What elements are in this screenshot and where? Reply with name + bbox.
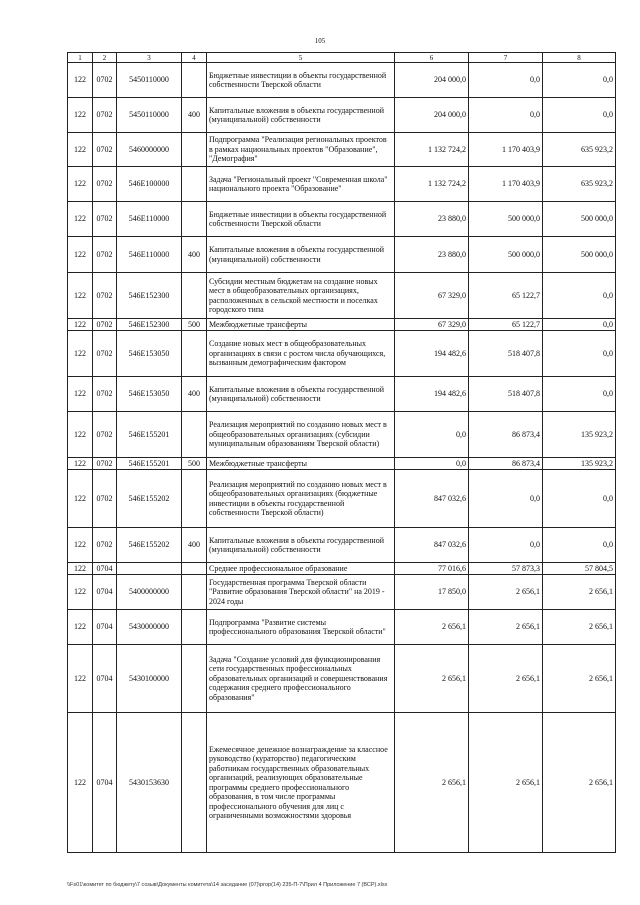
table-cell-c4: 500 [182, 319, 207, 331]
table-cell-c4 [182, 713, 207, 853]
table-cell-c7: 57 873,3 [469, 563, 543, 575]
table-row [68, 713, 616, 853]
table-cell-c4 [182, 575, 207, 610]
table-cell-c2: 0704 [93, 563, 117, 575]
table-body [68, 63, 616, 853]
table-cell-c1: 122 [68, 273, 93, 319]
table-cell-c4 [182, 133, 207, 167]
table-cell-c2: 0704 [93, 610, 117, 645]
table-cell-c6: 77 016,6 [395, 563, 469, 575]
table-cell-c4 [182, 167, 207, 202]
table-cell-c1: 122 [68, 331, 93, 377]
table-row [68, 98, 616, 133]
table-cell-c7: 1 170 403,9 [469, 167, 543, 202]
table-cell-c3: 5430100000 [117, 645, 182, 713]
column-header: 3 [117, 53, 182, 63]
table-cell-c5: Субсидии местным бюджетам на создание новых мест в общеобразовательных организациях, расположенных в сельской местности и поселках городского типа [207, 273, 395, 319]
table-cell-c5: Реализация мероприятий по созданию новых мест в общеобразовательных организациях (бюджетные инвестиции в объекты государственной собственности Тверской области) [207, 470, 395, 528]
table-cell-c8: 135 923,2 [543, 458, 616, 470]
table-cell-c4 [182, 202, 207, 237]
table-cell-c3: 5460000000 [117, 133, 182, 167]
table-cell-c5: Капитальные вложения в объекты государственной (муниципальной) собственности [207, 98, 395, 133]
table-cell-c4: 400 [182, 377, 207, 412]
table-cell-c1: 122 [68, 645, 93, 713]
table-cell-c2: 0702 [93, 377, 117, 412]
table-cell-c7: 0,0 [469, 470, 543, 528]
column-header: 6 [395, 53, 469, 63]
table-row [68, 133, 616, 167]
table-cell-c3: 546E152300 [117, 273, 182, 319]
table-cell-c3: 546E110000 [117, 202, 182, 237]
table-cell-c3: 546E155202 [117, 470, 182, 528]
table-cell-c2: 0704 [93, 713, 117, 853]
table-cell-c6: 23 880,0 [395, 202, 469, 237]
table-cell-c7: 65 122,7 [469, 273, 543, 319]
table-cell-c3: 5450110000 [117, 98, 182, 133]
table-cell-c6: 0,0 [395, 458, 469, 470]
table-cell-c6: 67 329,0 [395, 273, 469, 319]
table-cell-c2: 0702 [93, 202, 117, 237]
table-cell-c3: 546E155201 [117, 412, 182, 458]
table-cell-c7: 2 656,1 [469, 713, 543, 853]
table-cell-c8: 635 923,2 [543, 133, 616, 167]
table-cell-c6: 17 850,0 [395, 575, 469, 610]
table-cell-c2: 0702 [93, 470, 117, 528]
table-cell-c6: 204 000,0 [395, 63, 469, 98]
table-cell-c7: 0,0 [469, 63, 543, 98]
table-cell-c5: Реализация мероприятий по созданию новых мест в общеобразовательных организациях (субсидии муниципальным образованиям Тверской области) [207, 412, 395, 458]
table-cell-c5: Капитальные вложения в объекты государственной (муниципальной) собственности [207, 377, 395, 412]
table-row [68, 412, 616, 458]
table-row [68, 319, 616, 331]
table-cell-c5: Капитальные вложения в объекты государственной (муниципальной) собственности [207, 528, 395, 563]
table-cell-c5: Подпрограмма "Развитие системы профессионального образования Тверской области" [207, 610, 395, 645]
table-cell-c6: 23 880,0 [395, 237, 469, 273]
table-cell-c8: 0,0 [543, 470, 616, 528]
table-row [68, 63, 616, 98]
table-cell-c2: 0702 [93, 458, 117, 470]
table-row [68, 458, 616, 470]
table-cell-c3: 546E110000 [117, 237, 182, 273]
table-cell-c7: 86 873,4 [469, 458, 543, 470]
column-header: 7 [469, 53, 543, 63]
table-cell-c8: 0,0 [543, 528, 616, 563]
table-cell-c6: 847 032,6 [395, 470, 469, 528]
table-cell-c6: 2 656,1 [395, 713, 469, 853]
table-row [68, 273, 616, 319]
table-cell-c3: 5430000000 [117, 610, 182, 645]
table-cell-c5: Задача "Создание условий для функционирования сети государственных профессиональных образовательных организаций и совершенствования содержания среднего профессионального образования" [207, 645, 395, 713]
table-cell-c1: 122 [68, 412, 93, 458]
table-cell-c4: 400 [182, 98, 207, 133]
column-header: 5 [207, 53, 395, 63]
table-cell-c8: 0,0 [543, 63, 616, 98]
table-cell-c2: 0702 [93, 133, 117, 167]
table-cell-c4: 400 [182, 237, 207, 273]
table-cell-c8: 2 656,1 [543, 575, 616, 610]
table-cell-c2: 0702 [93, 528, 117, 563]
table-row [68, 237, 616, 273]
table-cell-c2: 0704 [93, 645, 117, 713]
table-cell-c7: 500 000,0 [469, 237, 543, 273]
table-cell-c8: 635 923,2 [543, 167, 616, 202]
table-cell-c2: 0702 [93, 98, 117, 133]
table-cell-c3: 546E155202 [117, 528, 182, 563]
table-row [68, 610, 616, 645]
table-cell-c3 [117, 563, 182, 575]
table-cell-c2: 0702 [93, 237, 117, 273]
column-header: 4 [182, 53, 207, 63]
column-header: 1 [68, 53, 93, 63]
table-row [68, 167, 616, 202]
table-cell-c3: 5450110000 [117, 63, 182, 98]
table-cell-c6: 67 329,0 [395, 319, 469, 331]
table-cell-c2: 0704 [93, 575, 117, 610]
table-cell-c5: Государственная программа Тверской области "Развитие образования Тверской области" на 2019 - 2024 годы [207, 575, 395, 610]
table-cell-c7: 2 656,1 [469, 645, 543, 713]
table-cell-c7: 0,0 [469, 528, 543, 563]
table-cell-c4: 500 [182, 458, 207, 470]
table-cell-c7: 1 170 403,9 [469, 133, 543, 167]
table-cell-c7: 2 656,1 [469, 610, 543, 645]
table-cell-c6: 2 656,1 [395, 645, 469, 713]
table-row [68, 645, 616, 713]
table-cell-c4 [182, 273, 207, 319]
table-cell-c1: 122 [68, 133, 93, 167]
table-cell-c4 [182, 610, 207, 645]
table-cell-c4 [182, 63, 207, 98]
table-cell-c5: Бюджетные инвестиции в объекты государственной собственности Тверской области [207, 202, 395, 237]
table-cell-c8: 2 656,1 [543, 610, 616, 645]
table-cell-c5: Подпрограмма "Реализация региональных проектов в рамках национальных проектов "Образование", "Демография" [207, 133, 395, 167]
table-row [68, 470, 616, 528]
table-cell-c2: 0702 [93, 319, 117, 331]
table-cell-c1: 122 [68, 377, 93, 412]
table-cell-c5: Капитальные вложения в объекты государственной (муниципальной) собственности [207, 237, 395, 273]
column-header: 8 [543, 53, 616, 63]
table-cell-c8: 2 656,1 [543, 713, 616, 853]
table-cell-c6: 194 482,6 [395, 377, 469, 412]
table-cell-c6: 194 482,6 [395, 331, 469, 377]
table-cell-c1: 122 [68, 167, 93, 202]
table-cell-c5: Создание новых мест в общеобразовательных организациях в связи с ростом числа обучающихся, вызванным демографическим фактором [207, 331, 395, 377]
table-cell-c1: 122 [68, 563, 93, 575]
table-cell-c7: 86 873,4 [469, 412, 543, 458]
table-cell-c2: 0702 [93, 412, 117, 458]
table-cell-c3: 546E100000 [117, 167, 182, 202]
table-row [68, 202, 616, 237]
budget-table [67, 52, 616, 853]
table-cell-c3: 546E153050 [117, 377, 182, 412]
table-cell-c1: 122 [68, 575, 93, 610]
table-row [68, 563, 616, 575]
table-cell-c8: 0,0 [543, 273, 616, 319]
table-cell-c3: 5400000000 [117, 575, 182, 610]
table-cell-c7: 518 407,8 [469, 377, 543, 412]
table-cell-c4 [182, 563, 207, 575]
table-cell-c1: 122 [68, 458, 93, 470]
table-cell-c8: 57 804,5 [543, 563, 616, 575]
table-cell-c4 [182, 331, 207, 377]
table-cell-c4 [182, 470, 207, 528]
table-cell-c6: 2 656,1 [395, 610, 469, 645]
table-cell-c5: Ежемесячное денежное вознаграждение за классное руководство (кураторство) педагогическим работникам государственных образовательных организаций, реализующих образовательные программы среднего профессионального образования, в том числе программы профессионального обучения для лиц с ограниченными возможностями здоровья [207, 713, 395, 853]
table-cell-c1: 122 [68, 319, 93, 331]
column-header: 2 [93, 53, 117, 63]
table-cell-c2: 0702 [93, 167, 117, 202]
table-cell-c1: 122 [68, 98, 93, 133]
table-cell-c8: 135 923,2 [543, 412, 616, 458]
table-cell-c8: 500 000,0 [543, 237, 616, 273]
table-cell-c1: 122 [68, 202, 93, 237]
table-cell-c8: 2 656,1 [543, 645, 616, 713]
table-cell-c8: 0,0 [543, 377, 616, 412]
table-row [68, 528, 616, 563]
table-cell-c1: 122 [68, 528, 93, 563]
table-cell-c7: 2 656,1 [469, 575, 543, 610]
table-cell-c5: Среднее профессиональное образование [207, 563, 395, 575]
table-cell-c3: 546E152300 [117, 319, 182, 331]
column-number-row [68, 53, 616, 63]
table-cell-c4: 400 [182, 528, 207, 563]
table-cell-c2: 0702 [93, 331, 117, 377]
table-cell-c7: 500 000,0 [469, 202, 543, 237]
table-cell-c1: 122 [68, 237, 93, 273]
table-row [68, 331, 616, 377]
table-cell-c2: 0702 [93, 273, 117, 319]
table-cell-c1: 122 [68, 63, 93, 98]
table-cell-c8: 0,0 [543, 319, 616, 331]
table-cell-c6: 0,0 [395, 412, 469, 458]
table-cell-c3: 546E155201 [117, 458, 182, 470]
table-cell-c6: 1 132 724,2 [395, 167, 469, 202]
table-cell-c4 [182, 645, 207, 713]
table-cell-c8: 0,0 [543, 331, 616, 377]
table-cell-c3: 546E153050 [117, 331, 182, 377]
file-path-footer: \\Fs01\комитет по бюджету\7 созыв\Документы комитета\14 заседание (07)\prop(14) 235-П-7\Прил 4 Приложение 7 (ВСР).xlsx [67, 882, 388, 888]
table-cell-c5: Межбюджетные трансферты [207, 458, 395, 470]
table-cell-c1: 122 [68, 713, 93, 853]
table-cell-c6: 1 132 724,2 [395, 133, 469, 167]
page-number: 105 [314, 37, 326, 45]
table-cell-c1: 122 [68, 610, 93, 645]
table-cell-c5: Бюджетные инвестиции в объекты государственной собственности Тверской области [207, 63, 395, 98]
table-cell-c4 [182, 412, 207, 458]
table-cell-c2: 0702 [93, 63, 117, 98]
table-cell-c8: 500 000,0 [543, 202, 616, 237]
table-row [68, 575, 616, 610]
table-cell-c5: Межбюджетные трансферты [207, 319, 395, 331]
table-cell-c6: 204 000,0 [395, 98, 469, 133]
table-cell-c7: 0,0 [469, 98, 543, 133]
table-cell-c7: 518 407,8 [469, 331, 543, 377]
table-cell-c6: 847 032,6 [395, 528, 469, 563]
table-cell-c3: 5430153630 [117, 713, 182, 853]
table-row [68, 377, 616, 412]
table-cell-c8: 0,0 [543, 98, 616, 133]
table-cell-c5: Задача "Региональный проект "Современная школа" национального проекта "Образование" [207, 167, 395, 202]
table-cell-c7: 65 122,7 [469, 319, 543, 331]
table-cell-c1: 122 [68, 470, 93, 528]
